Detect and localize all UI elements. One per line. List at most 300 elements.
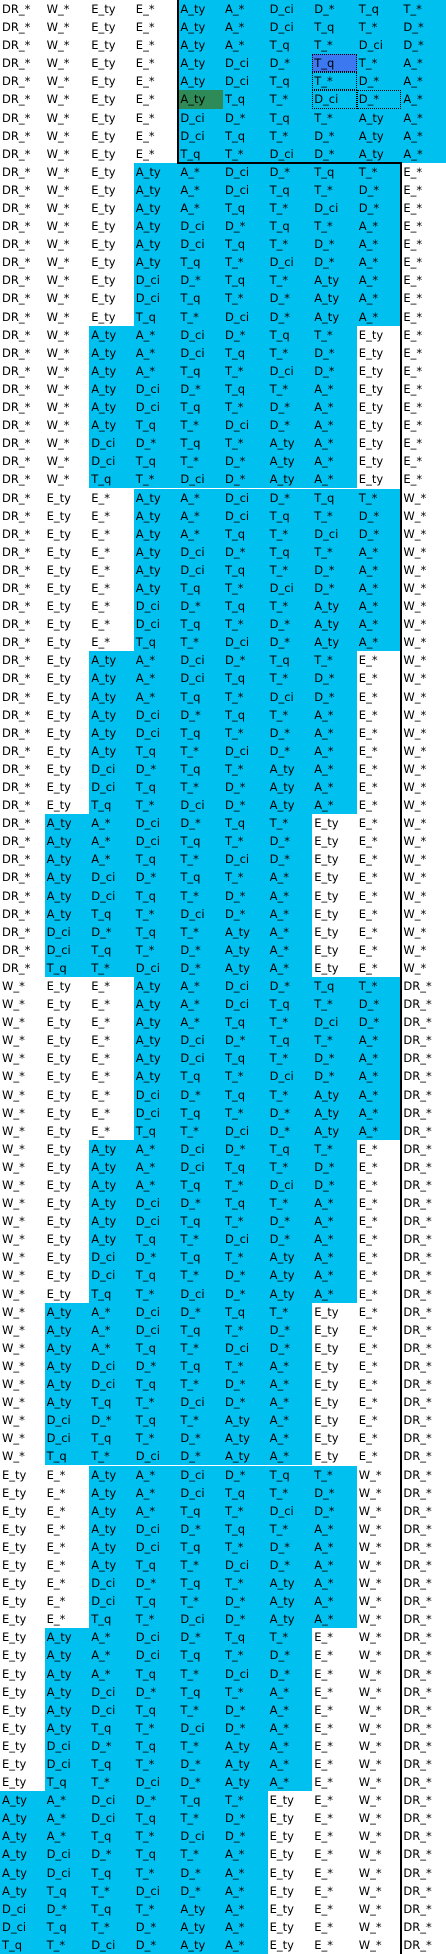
- grid-cell[interactable]: D_*: [45, 1900, 90, 1918]
- grid-cell[interactable]: DR_*: [403, 1684, 432, 1699]
- grid-cell[interactable]: A_ty: [89, 1502, 134, 1520]
- grid-cell[interactable]: DR_*: [403, 1141, 432, 1156]
- grid-cell[interactable]: T_q: [134, 452, 179, 470]
- grid-cell[interactable]: A_ty: [134, 579, 179, 597]
- grid-cell[interactable]: T_q: [223, 1049, 268, 1067]
- grid-cell[interactable]: T_q: [89, 905, 134, 923]
- grid-cell[interactable]: DR_*: [2, 526, 31, 541]
- grid-cell[interactable]: E_*: [91, 580, 110, 595]
- grid-cell[interactable]: T_*: [268, 1013, 313, 1031]
- grid-cell[interactable]: DR_*: [2, 92, 31, 107]
- grid-cell[interactable]: E_*: [314, 1793, 333, 1808]
- grid-cell[interactable]: T_q: [223, 199, 268, 217]
- grid-cell[interactable]: E_*: [314, 1865, 333, 1880]
- grid-cell[interactable]: A_ty: [134, 1031, 179, 1049]
- grid-cell[interactable]: E_ty: [46, 490, 71, 505]
- grid-cell[interactable]: A_ty: [45, 832, 90, 850]
- grid-cell[interactable]: T_q: [134, 1665, 179, 1683]
- grid-cell[interactable]: A_ty: [89, 669, 134, 687]
- grid-cell[interactable]: DR_*: [403, 1702, 432, 1717]
- grid-cell[interactable]: A_ty: [89, 724, 134, 742]
- grid-cell[interactable]: D_*: [178, 1303, 223, 1321]
- grid-cell[interactable]: E_ty: [2, 1702, 27, 1717]
- grid-cell[interactable]: T_*: [134, 1755, 179, 1773]
- grid-cell[interactable]: W_*: [2, 1322, 25, 1337]
- grid-cell[interactable]: A_*: [223, 36, 268, 54]
- grid-cell[interactable]: A_ty: [178, 90, 223, 108]
- grid-cell[interactable]: T_*: [178, 1122, 223, 1140]
- grid-cell[interactable]: E_*: [91, 1069, 110, 1084]
- grid-cell[interactable]: T_q: [45, 1773, 90, 1791]
- grid-cell[interactable]: W_*: [2, 1431, 25, 1446]
- grid-cell[interactable]: E_*: [358, 1268, 378, 1283]
- grid-cell[interactable]: A_*: [312, 452, 357, 470]
- grid-cell[interactable]: E_*: [135, 128, 155, 143]
- grid-cell[interactable]: A_ty: [223, 941, 268, 959]
- grid-cell[interactable]: E_*: [403, 182, 423, 197]
- grid-cell[interactable]: T_q: [223, 525, 268, 543]
- grid-cell[interactable]: W_*: [358, 1630, 382, 1645]
- grid-cell[interactable]: E_ty: [2, 1648, 27, 1663]
- grid-cell[interactable]: D_*: [223, 1592, 268, 1610]
- grid-cell[interactable]: A_*: [268, 959, 313, 977]
- grid-cell[interactable]: E_ty: [2, 1738, 27, 1753]
- grid-cell[interactable]: A_*: [357, 1122, 402, 1140]
- grid-cell[interactable]: A_ty: [312, 1122, 357, 1140]
- grid-cell[interactable]: T_*: [268, 235, 313, 253]
- grid-cell[interactable]: T_*: [178, 887, 223, 905]
- grid-cell[interactable]: T_*: [268, 561, 313, 579]
- grid-cell[interactable]: W_*: [358, 1811, 382, 1826]
- grid-cell[interactable]: E_*: [135, 56, 155, 71]
- grid-cell[interactable]: D_*: [312, 561, 357, 579]
- grid-cell[interactable]: W_*: [46, 110, 70, 125]
- grid-cell[interactable]: D_*: [134, 1683, 179, 1701]
- grid-cell[interactable]: A_ty: [0, 1882, 45, 1900]
- grid-cell[interactable]: A_ty: [223, 1773, 268, 1791]
- grid-cell[interactable]: A_*: [89, 1339, 134, 1357]
- grid-cell[interactable]: T_q: [89, 470, 134, 488]
- grid-cell[interactable]: A_ty: [223, 923, 268, 941]
- grid-cell[interactable]: D_*: [223, 651, 268, 669]
- grid-cell[interactable]: A_*: [312, 706, 357, 724]
- grid-cell[interactable]: D_*: [223, 1031, 268, 1049]
- grid-cell[interactable]: W_*: [46, 291, 70, 306]
- grid-cell[interactable]: W_*: [46, 2, 70, 16]
- grid-cell[interactable]: A_ty: [89, 688, 134, 706]
- grid-cell[interactable]: E_*: [91, 490, 110, 505]
- grid-cell[interactable]: D_*: [312, 145, 357, 163]
- grid-cell[interactable]: A_*: [268, 1375, 313, 1393]
- grid-cell[interactable]: D_ci: [178, 561, 223, 579]
- grid-cell[interactable]: T_*: [401, 0, 446, 18]
- grid-cell[interactable]: D_ci: [89, 1791, 134, 1809]
- grid-cell[interactable]: E_ty: [46, 1286, 71, 1301]
- grid-cell[interactable]: E_ty: [46, 1268, 71, 1283]
- grid-cell[interactable]: T_q: [89, 1864, 134, 1882]
- grid-cell[interactable]: A_ty: [178, 36, 223, 54]
- grid-cell[interactable]: A_*: [357, 253, 402, 271]
- grid-cell[interactable]: D_ci: [312, 90, 357, 108]
- grid-cell[interactable]: D_*: [312, 1049, 357, 1067]
- grid-cell[interactable]: E_*: [135, 92, 155, 107]
- grid-cell[interactable]: D_ci: [0, 1918, 45, 1936]
- grid-cell[interactable]: T_*: [223, 615, 268, 633]
- grid-cell[interactable]: E_*: [358, 1322, 378, 1337]
- grid-cell[interactable]: A_*: [312, 1592, 357, 1610]
- grid-cell[interactable]: E_ty: [269, 1919, 294, 1934]
- grid-cell[interactable]: T_*: [178, 633, 223, 651]
- grid-cell[interactable]: DR_*: [403, 1557, 432, 1572]
- grid-cell[interactable]: D_*: [134, 760, 179, 778]
- grid-cell[interactable]: T_*: [312, 217, 357, 235]
- grid-cell[interactable]: DR_*: [2, 671, 31, 686]
- grid-cell[interactable]: T_*: [223, 1357, 268, 1375]
- grid-cell[interactable]: T_q: [178, 1683, 223, 1701]
- grid-cell[interactable]: E_ty: [46, 617, 71, 632]
- grid-cell[interactable]: DR_*: [403, 1087, 432, 1102]
- grid-cell[interactable]: A_ty: [312, 615, 357, 633]
- grid-cell[interactable]: W_*: [2, 1340, 25, 1355]
- grid-cell[interactable]: E_ty: [91, 128, 116, 143]
- grid-cell[interactable]: DR_*: [403, 1395, 432, 1410]
- grid-cell[interactable]: D_ci: [89, 760, 134, 778]
- grid-cell[interactable]: E_ty: [269, 1829, 294, 1844]
- grid-cell[interactable]: E_ty: [314, 1322, 339, 1337]
- grid-cell[interactable]: D_ci: [178, 1484, 223, 1502]
- grid-cell[interactable]: D_ci: [268, 1502, 313, 1520]
- grid-cell[interactable]: E_*: [46, 1467, 66, 1482]
- grid-cell[interactable]: A_ty: [268, 434, 313, 452]
- grid-cell[interactable]: DR_*: [2, 689, 31, 704]
- grid-cell[interactable]: E_ty: [314, 1377, 339, 1392]
- grid-cell[interactable]: E_ty: [2, 1720, 27, 1735]
- grid-cell[interactable]: D_*: [268, 1104, 313, 1122]
- grid-cell[interactable]: E_*: [91, 1105, 110, 1120]
- grid-cell[interactable]: D_*: [268, 163, 313, 181]
- grid-cell[interactable]: A_*: [312, 1610, 357, 1628]
- grid-cell[interactable]: D_*: [268, 850, 313, 868]
- grid-cell[interactable]: A_*: [45, 1827, 90, 1845]
- grid-cell[interactable]: E_*: [358, 1196, 378, 1211]
- grid-cell[interactable]: T_q: [178, 1646, 223, 1664]
- grid-cell[interactable]: A_ty: [268, 1285, 313, 1303]
- grid-cell[interactable]: D_*: [223, 1466, 268, 1484]
- grid-cell[interactable]: D_*: [134, 868, 179, 886]
- grid-cell[interactable]: D_ci: [134, 814, 179, 832]
- grid-cell[interactable]: DR_*: [2, 888, 31, 903]
- grid-cell[interactable]: T_*: [312, 995, 357, 1013]
- grid-cell[interactable]: A_*: [268, 1755, 313, 1773]
- grid-cell[interactable]: A_*: [312, 1538, 357, 1556]
- grid-cell[interactable]: E_*: [403, 309, 423, 324]
- grid-cell[interactable]: T_*: [268, 1303, 313, 1321]
- grid-cell[interactable]: DR_*: [403, 1793, 432, 1808]
- grid-cell[interactable]: D_*: [178, 941, 223, 959]
- grid-cell[interactable]: W_*: [403, 743, 427, 758]
- grid-cell[interactable]: E_*: [358, 870, 378, 885]
- grid-cell[interactable]: T_*: [268, 1086, 313, 1104]
- grid-cell[interactable]: E_ty: [91, 146, 116, 161]
- grid-cell[interactable]: D_ci: [223, 72, 268, 90]
- grid-cell[interactable]: W_*: [403, 725, 427, 740]
- grid-cell[interactable]: W_*: [2, 1413, 25, 1428]
- grid-cell[interactable]: D_*: [223, 217, 268, 235]
- grid-cell[interactable]: E_*: [314, 1919, 333, 1934]
- grid-cell[interactable]: T_*: [312, 543, 357, 561]
- grid-cell[interactable]: E_*: [358, 1159, 378, 1174]
- grid-cell[interactable]: D_ci: [223, 163, 268, 181]
- grid-cell[interactable]: D_ci: [223, 1556, 268, 1574]
- grid-cell[interactable]: D_ci: [89, 434, 134, 452]
- grid-cell[interactable]: T_*: [268, 1158, 313, 1176]
- grid-cell[interactable]: E_*: [403, 164, 423, 179]
- grid-cell[interactable]: T_q: [45, 1918, 90, 1936]
- grid-cell[interactable]: A_*: [268, 1719, 313, 1737]
- grid-cell[interactable]: DR_*: [403, 1268, 432, 1283]
- grid-cell[interactable]: A_ty: [45, 1646, 90, 1664]
- grid-cell[interactable]: DR_*: [2, 635, 31, 650]
- grid-cell[interactable]: E_ty: [2, 1612, 27, 1627]
- grid-cell[interactable]: D_ci: [178, 470, 223, 488]
- grid-cell[interactable]: W_*: [358, 1467, 382, 1482]
- grid-cell[interactable]: DR_*: [2, 400, 31, 415]
- grid-cell[interactable]: T_*: [268, 814, 313, 832]
- grid-cell[interactable]: T_*: [312, 651, 357, 669]
- grid-cell[interactable]: D_ci: [89, 1357, 134, 1375]
- grid-cell[interactable]: T_*: [223, 688, 268, 706]
- grid-cell[interactable]: A_*: [357, 271, 402, 289]
- grid-cell[interactable]: E_ty: [358, 363, 384, 378]
- grid-cell[interactable]: T_*: [223, 1248, 268, 1266]
- grid-cell[interactable]: D_*: [312, 362, 357, 380]
- grid-cell[interactable]: DR_*: [2, 237, 31, 252]
- grid-cell[interactable]: DR_*: [403, 1648, 432, 1663]
- grid-cell[interactable]: E_*: [46, 1557, 66, 1572]
- grid-cell[interactable]: DR_*: [403, 1178, 432, 1193]
- grid-cell[interactable]: D_ci: [89, 1574, 134, 1592]
- grid-cell[interactable]: A_*: [223, 1936, 268, 1954]
- grid-cell[interactable]: D_*: [312, 253, 357, 271]
- grid-cell[interactable]: W_*: [2, 997, 25, 1012]
- grid-cell[interactable]: T_*: [223, 1212, 268, 1230]
- grid-cell[interactable]: D_ci: [89, 1266, 134, 1284]
- grid-cell[interactable]: D_ci: [312, 199, 357, 217]
- grid-cell[interactable]: D_*: [178, 706, 223, 724]
- grid-cell[interactable]: T_*: [134, 1285, 179, 1303]
- grid-cell[interactable]: W_*: [403, 562, 427, 577]
- grid-cell[interactable]: A_*: [178, 489, 223, 507]
- grid-cell[interactable]: D_*: [312, 1158, 357, 1176]
- grid-cell[interactable]: A_*: [268, 1701, 313, 1719]
- grid-cell[interactable]: D_*: [178, 1194, 223, 1212]
- grid-cell[interactable]: DR_*: [403, 1829, 432, 1844]
- grid-cell[interactable]: E_*: [358, 1141, 378, 1156]
- grid-cell[interactable]: E_*: [358, 761, 378, 776]
- grid-cell[interactable]: W_*: [2, 1069, 25, 1084]
- grid-cell[interactable]: D_*: [223, 326, 268, 344]
- grid-cell[interactable]: A_ty: [268, 470, 313, 488]
- grid-cell[interactable]: A_ty: [268, 1610, 313, 1628]
- grid-cell[interactable]: A_ty: [134, 1013, 179, 1031]
- grid-cell[interactable]: E_*: [403, 273, 423, 288]
- grid-cell[interactable]: T_*: [357, 977, 402, 995]
- grid-cell[interactable]: A_ty: [0, 1791, 45, 1809]
- grid-cell[interactable]: DR_*: [2, 454, 31, 469]
- grid-cell[interactable]: T_*: [178, 308, 223, 326]
- grid-cell[interactable]: T_*: [134, 941, 179, 959]
- grid-cell[interactable]: DR_*: [403, 1738, 432, 1753]
- grid-cell[interactable]: A_ty: [45, 905, 90, 923]
- grid-cell[interactable]: A_ty: [89, 344, 134, 362]
- grid-cell[interactable]: A_*: [401, 127, 446, 145]
- grid-cell[interactable]: T_q: [178, 398, 223, 416]
- grid-cell[interactable]: E_ty: [46, 1178, 71, 1193]
- grid-cell[interactable]: DR_*: [2, 255, 31, 270]
- grid-cell[interactable]: D_*: [89, 923, 134, 941]
- grid-cell[interactable]: T_q: [178, 1104, 223, 1122]
- grid-cell[interactable]: E_ty: [46, 1123, 71, 1138]
- grid-cell[interactable]: A_ty: [89, 1484, 134, 1502]
- grid-cell[interactable]: T_q: [134, 1266, 179, 1284]
- grid-cell[interactable]: D_ci: [178, 127, 223, 145]
- grid-cell[interactable]: DR_*: [2, 418, 31, 433]
- grid-cell[interactable]: A_ty: [89, 1158, 134, 1176]
- grid-cell[interactable]: E_ty: [358, 327, 384, 342]
- grid-cell[interactable]: E_ty: [314, 834, 339, 849]
- grid-cell[interactable]: D_*: [268, 615, 313, 633]
- grid-cell[interactable]: W_*: [403, 942, 427, 957]
- grid-cell[interactable]: D_*: [268, 1321, 313, 1339]
- grid-cell[interactable]: D_*: [268, 1556, 313, 1574]
- grid-cell[interactable]: T_*: [312, 36, 357, 54]
- grid-cell[interactable]: T_q: [178, 579, 223, 597]
- grid-cell[interactable]: E_ty: [46, 1069, 71, 1084]
- grid-cell[interactable]: D_*: [178, 380, 223, 398]
- grid-cell[interactable]: D_ci: [134, 271, 179, 289]
- grid-cell[interactable]: T_q: [223, 706, 268, 724]
- grid-cell[interactable]: DR_*: [403, 979, 432, 993]
- grid-cell[interactable]: A_*: [401, 90, 446, 108]
- grid-cell[interactable]: T_q: [89, 941, 134, 959]
- grid-cell[interactable]: A_*: [268, 868, 313, 886]
- grid-cell[interactable]: DR_*: [2, 128, 31, 143]
- grid-cell[interactable]: T_*: [357, 163, 402, 181]
- grid-cell[interactable]: E_ty: [46, 979, 71, 993]
- grid-cell[interactable]: E_*: [403, 436, 423, 451]
- grid-cell[interactable]: W_*: [46, 201, 70, 216]
- grid-cell[interactable]: T_*: [178, 1556, 223, 1574]
- grid-cell[interactable]: W_*: [46, 400, 70, 415]
- grid-cell[interactable]: T_*: [178, 1809, 223, 1827]
- grid-cell[interactable]: D_*: [268, 724, 313, 742]
- grid-cell[interactable]: D_*: [178, 1755, 223, 1773]
- grid-cell[interactable]: DR_*: [2, 942, 31, 957]
- grid-cell[interactable]: T_*: [312, 507, 357, 525]
- grid-cell[interactable]: A_ty: [134, 561, 179, 579]
- grid-cell[interactable]: T_q: [134, 1592, 179, 1610]
- grid-cell[interactable]: D_ci: [178, 905, 223, 923]
- grid-cell[interactable]: T_*: [268, 706, 313, 724]
- grid-cell[interactable]: T_*: [268, 1628, 313, 1646]
- grid-cell[interactable]: W_*: [2, 1087, 25, 1102]
- grid-cell[interactable]: W_*: [358, 1702, 382, 1717]
- grid-cell[interactable]: A_*: [357, 1086, 402, 1104]
- grid-cell[interactable]: W_*: [358, 1576, 382, 1591]
- grid-cell[interactable]: T_q: [223, 1013, 268, 1031]
- grid-cell[interactable]: E_*: [403, 400, 423, 415]
- grid-cell[interactable]: E_*: [314, 1738, 333, 1753]
- grid-cell[interactable]: DR_*: [403, 1630, 432, 1645]
- grid-cell[interactable]: W_*: [358, 1793, 382, 1808]
- grid-cell[interactable]: A_*: [312, 796, 357, 814]
- grid-cell[interactable]: A_*: [357, 615, 402, 633]
- grid-cell[interactable]: T_*: [268, 525, 313, 543]
- grid-cell[interactable]: A_*: [312, 380, 357, 398]
- grid-cell[interactable]: T_q: [45, 1447, 90, 1465]
- grid-cell[interactable]: T_q: [178, 1248, 223, 1266]
- grid-cell[interactable]: E_*: [403, 291, 423, 306]
- grid-cell[interactable]: DR_*: [403, 1413, 432, 1428]
- grid-cell[interactable]: E_*: [358, 1449, 378, 1464]
- grid-cell[interactable]: D_ci: [134, 398, 179, 416]
- grid-cell[interactable]: A_*: [312, 1285, 357, 1303]
- grid-cell[interactable]: E_ty: [46, 725, 71, 740]
- grid-cell[interactable]: W_*: [46, 182, 70, 197]
- grid-cell[interactable]: D_ci: [134, 1773, 179, 1791]
- grid-cell[interactable]: D_ci: [134, 724, 179, 742]
- grid-cell[interactable]: D_ci: [178, 1049, 223, 1067]
- grid-cell[interactable]: E_*: [403, 201, 423, 216]
- grid-cell[interactable]: T_*: [223, 362, 268, 380]
- grid-cell[interactable]: T_q: [134, 923, 179, 941]
- grid-cell[interactable]: E_ty: [46, 1015, 71, 1030]
- grid-cell[interactable]: A_*: [178, 507, 223, 525]
- grid-cell[interactable]: D_ci: [178, 796, 223, 814]
- grid-cell[interactable]: A_*: [268, 1429, 313, 1447]
- grid-cell[interactable]: T_*: [134, 905, 179, 923]
- grid-cell[interactable]: D_*: [357, 181, 402, 199]
- grid-cell[interactable]: T_*: [178, 1375, 223, 1393]
- grid-cell[interactable]: A_ty: [178, 18, 223, 36]
- grid-cell[interactable]: DR_*: [403, 1322, 432, 1337]
- grid-cell[interactable]: E_*: [314, 1811, 333, 1826]
- grid-cell[interactable]: D_ci: [89, 868, 134, 886]
- grid-cell[interactable]: D_*: [268, 1339, 313, 1357]
- grid-cell[interactable]: T_q: [178, 1502, 223, 1520]
- grid-cell[interactable]: DR_*: [2, 960, 31, 975]
- grid-cell[interactable]: E_ty: [91, 92, 116, 107]
- grid-cell[interactable]: A_*: [89, 850, 134, 868]
- grid-cell[interactable]: D_ci: [178, 651, 223, 669]
- grid-cell[interactable]: D_*: [268, 308, 313, 326]
- grid-cell[interactable]: A_ty: [45, 1393, 90, 1411]
- grid-cell[interactable]: A_*: [178, 525, 223, 543]
- grid-cell[interactable]: W_*: [403, 671, 427, 686]
- grid-cell[interactable]: D_*: [134, 1791, 179, 1809]
- grid-cell[interactable]: W_*: [2, 1395, 25, 1410]
- grid-cell[interactable]: DR_*: [403, 1847, 432, 1862]
- grid-cell[interactable]: D_ci: [89, 1809, 134, 1827]
- grid-cell[interactable]: DR_*: [2, 653, 31, 668]
- grid-cell[interactable]: D_*: [223, 887, 268, 905]
- grid-cell[interactable]: E_*: [358, 942, 378, 957]
- grid-cell[interactable]: T_q: [223, 344, 268, 362]
- grid-cell[interactable]: D_*: [357, 507, 402, 525]
- grid-cell[interactable]: T_q: [134, 1737, 179, 1755]
- grid-cell[interactable]: D_ci: [223, 181, 268, 199]
- grid-cell[interactable]: A_*: [357, 597, 402, 615]
